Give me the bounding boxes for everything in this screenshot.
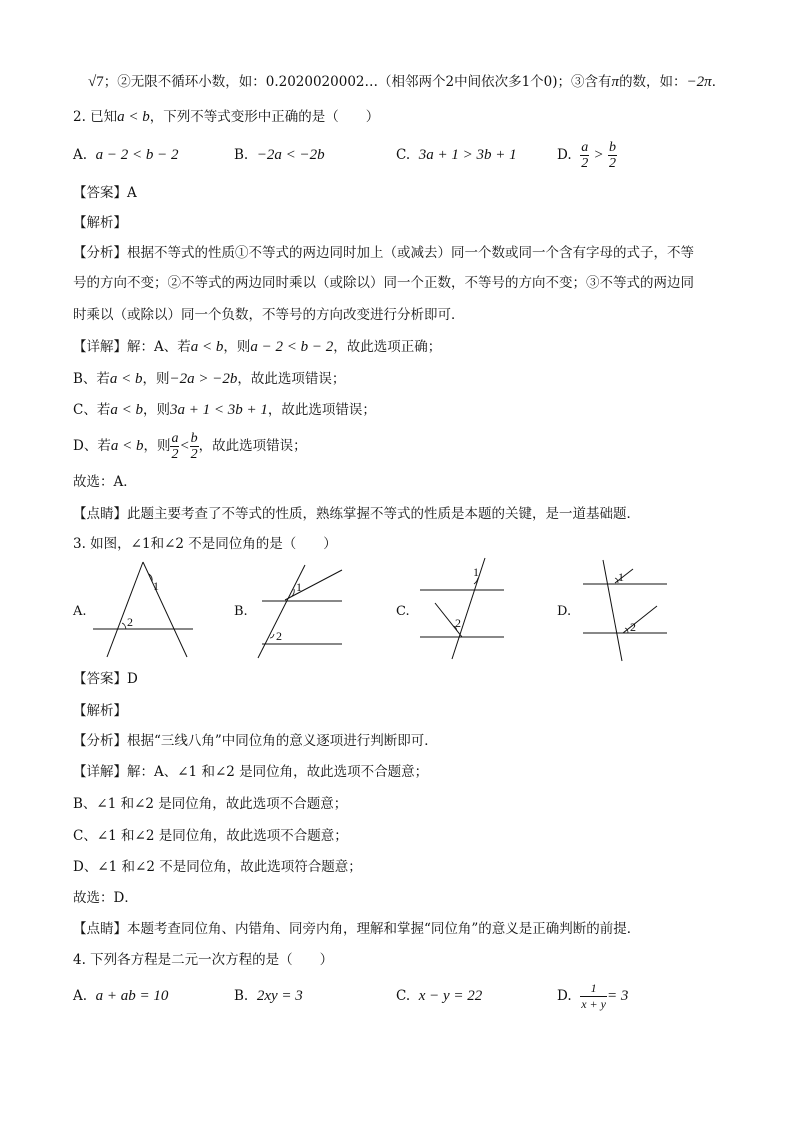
q2-analysis-3: 时乘以（或除以）同一个负数，不等号的方向改变进行分析即可． [73,307,465,323]
fraction [580,981,607,1012]
detail-prefix: 【详解】解：A、若 [73,339,191,355]
detail-expr: a − 2 < b − 2 [250,339,334,355]
q2-comment: 【点睛】此题主要考查了不等式的性质，熟练掌握不等式的性质是本题的关键，是一道基础题． [73,506,640,522]
q3-choose: 故选：D． [73,890,138,906]
q3-analysis-1: 【分析】根据“三线八角”中同位角的意义逐项进行判断即可． [73,733,438,749]
denominator: 2 [171,447,179,462]
fraction [608,140,617,171]
q2-analysis-2: 号的方向不变；②不等式的两边同时乘以（或除以）同一个正数，不等号的方向不变；③不等式的两边同 [73,275,694,291]
q3-figure-b [250,560,360,660]
detail-condition: a < b [110,438,144,454]
sqrt-seven: √7 [88,74,104,90]
q4-option-d [557,978,628,1014]
option-rhs: = 3 [606,988,629,1004]
option-label: B. [234,147,249,163]
q2-option-d [557,137,617,173]
angle-2-label: 2 [127,615,133,629]
pi-symbol: π [611,74,620,90]
q2-option-c [396,145,517,165]
q2-detail-a [73,337,753,357]
q4-option-a [73,986,168,1006]
detail-prefix: C、若 [73,402,111,418]
q3-stem: 3. 如图，∠1和∠2 不是同位角的是（ ） [73,536,337,552]
angle-1-label: 1 [618,570,624,584]
q2-stem-number: 2. 已知 [73,109,118,125]
q3-fig-c-label: C. [396,604,410,619]
option-label: D. [557,988,572,1004]
q3-detail-c: C、∠1 和∠2 是同位角，故此选项不合题意； [73,828,348,844]
option-expr: a − 2 < b − 2 [95,147,179,163]
detail-prefix: D、若 [73,438,111,454]
q3-comment: 【点睛】本题考查同位角、内错角、同旁内角，理解和掌握“同位角”的意义是正确判断的前提． [73,921,641,937]
angle-2-label: 2 [630,620,636,634]
q2-analysis-title: 【解析】 [73,215,127,231]
denominator: x + y [581,997,606,1011]
angle-1-label: 1 [473,565,479,579]
intro-line [88,72,753,92]
detail-condition: a < b [190,339,224,355]
q3-fig-a-label: A. [73,604,87,619]
detail-mid: ，则 [223,339,251,355]
option-expr: 3a + 1 > 3b + 1 [418,147,517,163]
q2-option-b [234,145,325,165]
intro-text: ；②无限不循环小数，如：0.2020020002…（相邻两个2中间依次多1个0)；③含有 [103,74,612,90]
option-expr: −2a < −2b [256,147,325,163]
detail-end: ，故此选项错误； [198,438,307,454]
q3-detail-d: D、∠1 和∠2 不是同位角，故此选项符合题意； [73,859,362,875]
fraction [580,140,589,171]
option-label: D. [557,147,572,163]
q2-choose: 故选：A． [73,474,137,490]
q3-fig-b-label: B. [234,604,248,619]
option-expr: x − y = 22 [418,988,483,1004]
q2-detail-c [73,400,753,420]
detail-end: ，故此选项错误； [237,371,346,387]
numerator: a [171,431,179,446]
option-label: A. [73,988,88,1004]
q3-figure-c [412,556,517,660]
denominator: 2 [581,156,589,171]
fraction [190,431,199,462]
detail-condition: a < b [109,371,143,387]
option-label: C. [396,147,411,163]
intro-text-2: 的数，如： [619,74,687,90]
angle-1-label: 1 [296,580,302,594]
denominator: 2 [190,447,198,462]
numerator: b [608,140,616,155]
detail-mid: ，则 [142,371,170,387]
operator: > [593,147,604,163]
intro-end: ． [711,74,726,90]
detail-mid: ，则 [142,402,170,418]
q3-fig-d-label: D. [557,604,572,619]
detail-condition: a < b [110,402,143,418]
option-label: B. [234,988,249,1004]
q3-answer: 【答案】D [73,671,138,687]
option-label: A. [73,147,88,163]
q3-figure-d [575,556,675,662]
detail-expr: −2a > −2b [169,371,238,387]
q2-condition: a < b [117,109,150,125]
option-label: C. [396,988,411,1004]
q3-detail-b: B、∠1 和∠2 是同位角，故此选项不合题意； [73,796,348,812]
q4-option-b [234,986,303,1006]
q2-analysis-1: 【分析】根据不等式的性质①不等式的两边同时加上（或减去）同一个数或同一个含有字母的式子，不等 [73,245,694,261]
q3-analysis-title: 【解析】 [73,703,127,719]
detail-end: ，故此选项正确； [333,339,442,355]
q3-detail-a: 【详解】解：A、∠1 和∠2 是同位角，故此选项不合题意； [73,764,429,780]
q2-stem [73,107,753,127]
numerator: a [581,140,589,155]
detail-mid: ，则 [143,438,171,454]
q4-stem: 4. 下列各方程是二元一次方程的是（ ） [73,952,334,968]
detail-prefix: B、若 [73,371,110,387]
option-expr: 2xy = 3 [256,988,303,1004]
angle-2-label: 2 [455,616,461,630]
angle-1-label: 1 [153,579,159,593]
q2-detail-b [73,369,753,389]
q2-stem-rest: ，下列不等式变形中正确的是（ ） [149,109,380,125]
numerator: 1 [580,981,607,997]
q2-answer: 【答案】A [73,185,137,201]
numerator: b [190,431,198,446]
q2-option-a [73,145,179,165]
detail-end: ，故此选项错误； [267,402,376,418]
intro-value: −2π [686,74,712,90]
denominator: 2 [608,156,616,171]
q3-figure-a [85,560,205,660]
angle-2-label: 2 [276,629,282,643]
option-expr: a + ab = 10 [95,988,169,1004]
operator: < [179,438,190,454]
q4-option-c [396,986,482,1006]
q2-detail-d [73,428,753,464]
detail-expr: 3a + 1 < 3b + 1 [169,402,268,418]
